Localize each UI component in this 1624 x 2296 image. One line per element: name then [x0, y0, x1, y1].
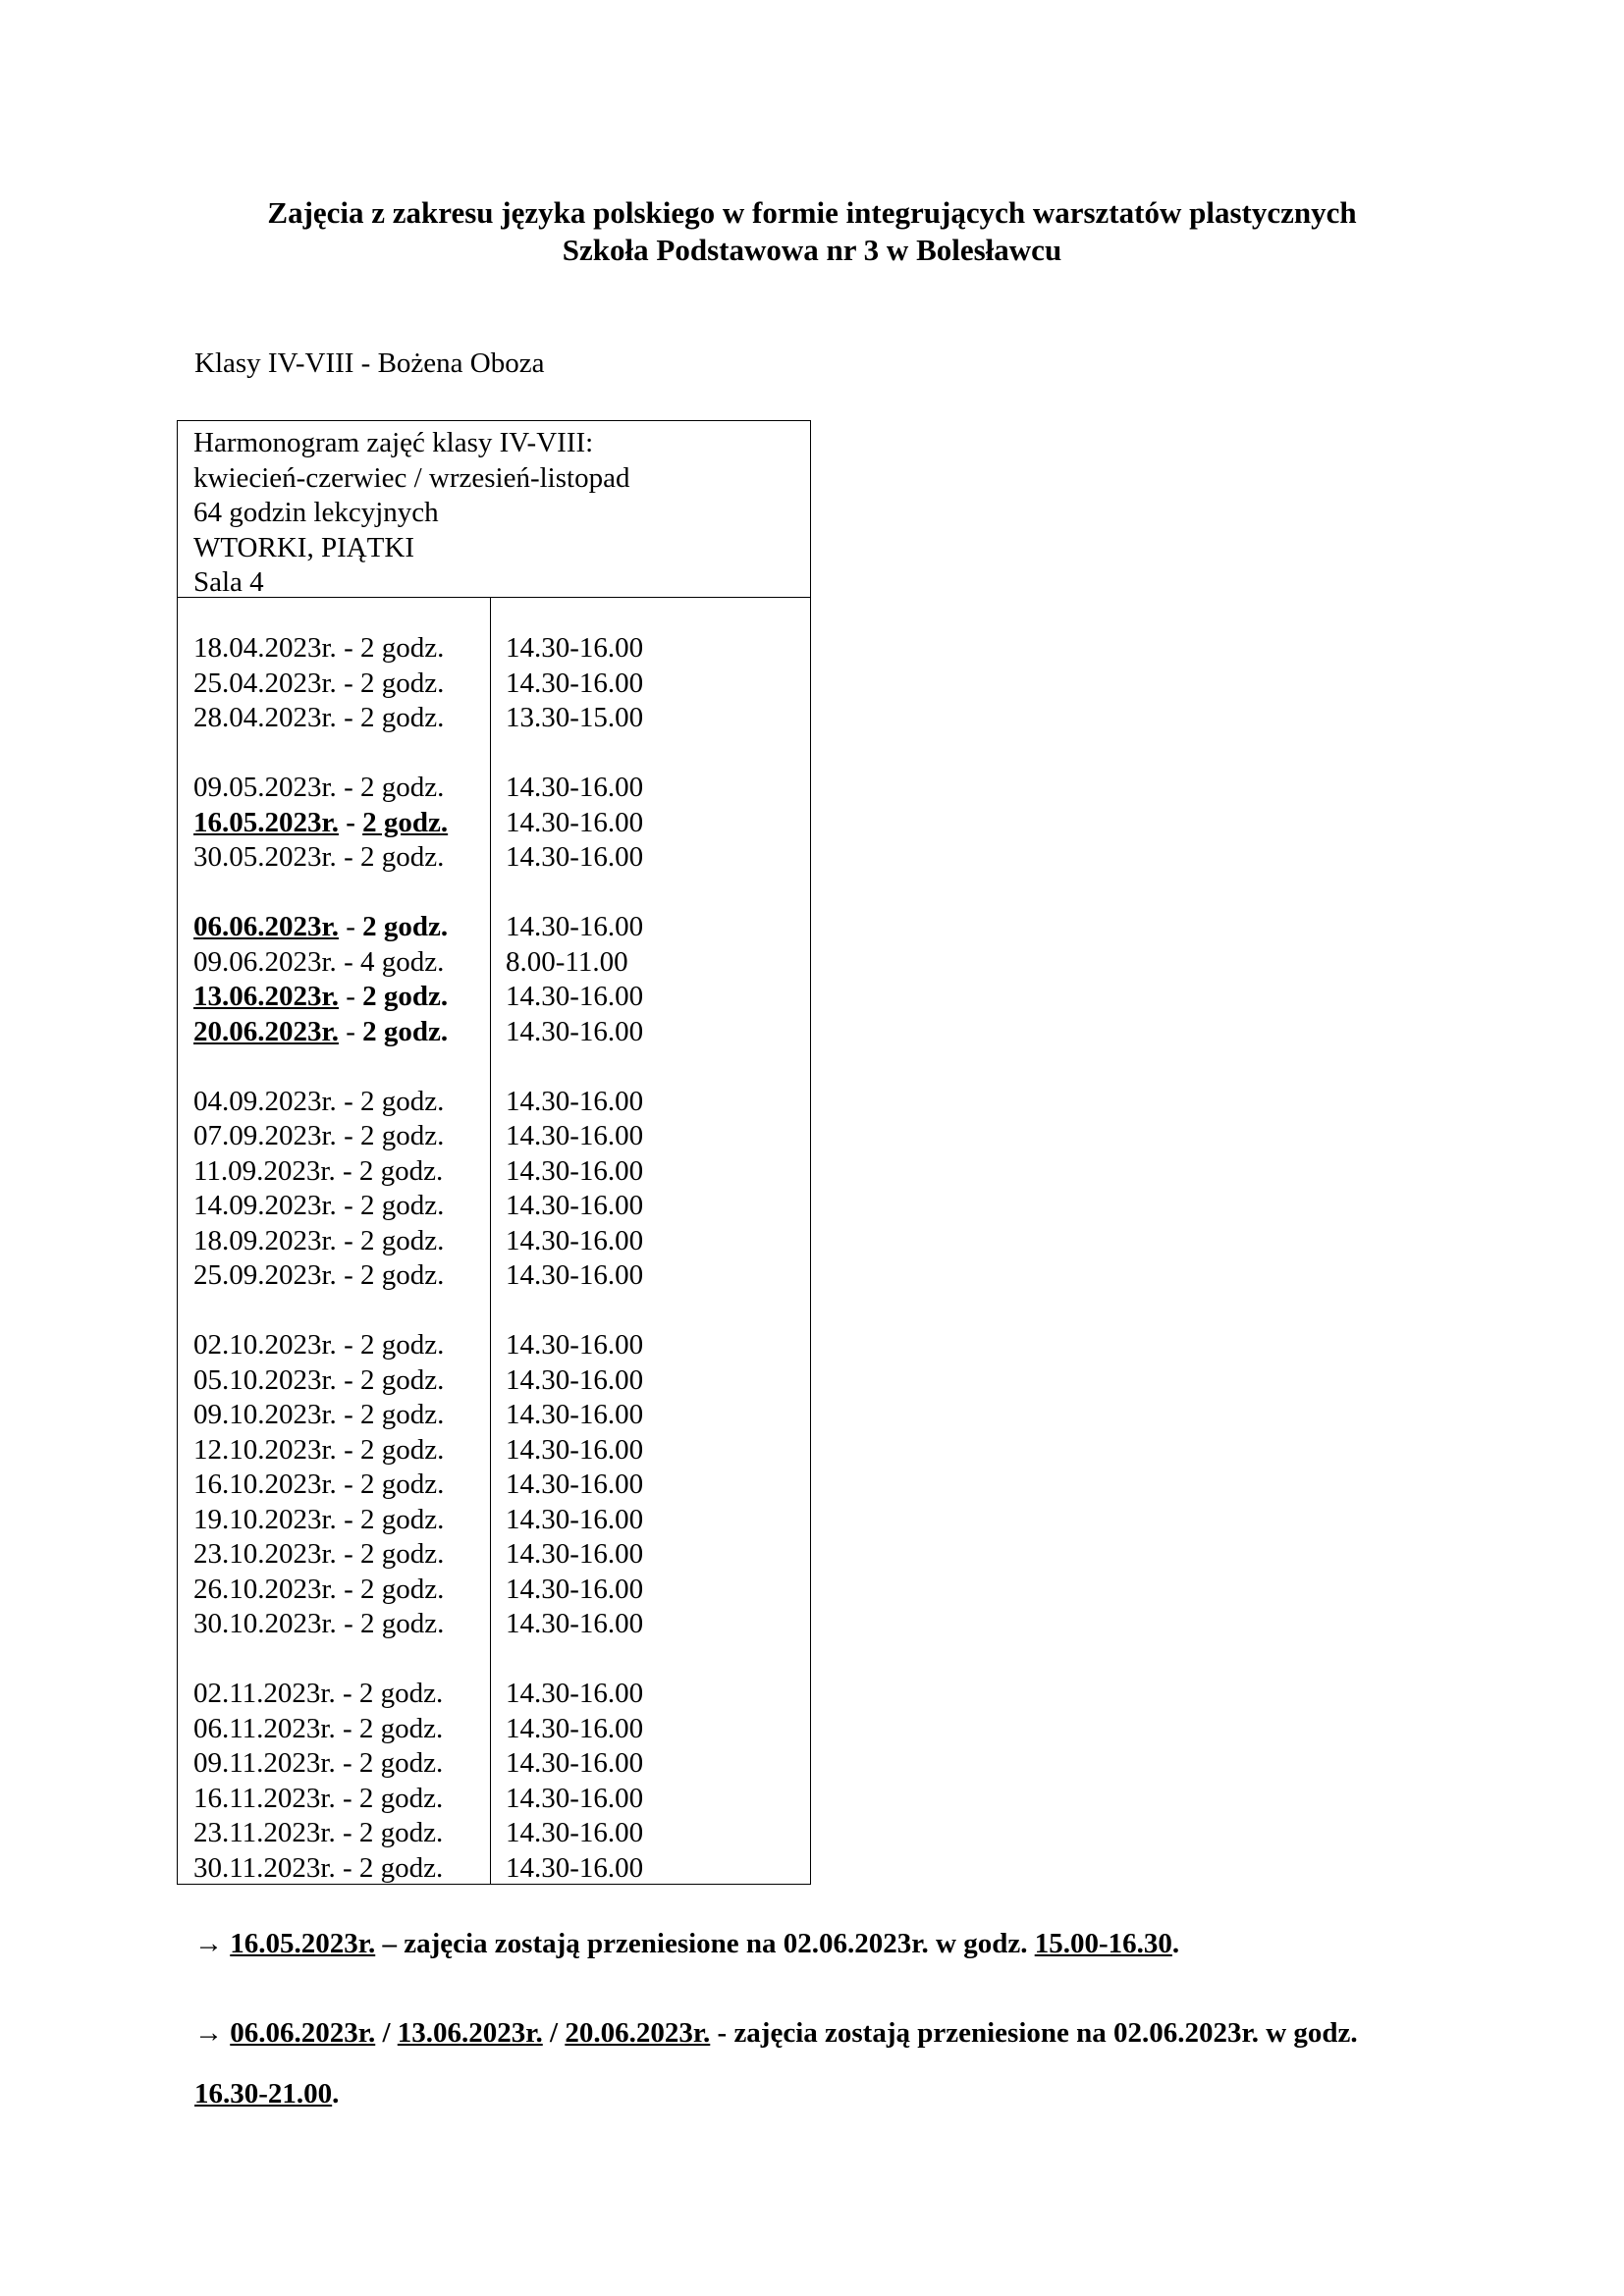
schedule-date-row	[193, 1573, 448, 1608]
session-hours: 2 godz.	[359, 702, 445, 733]
date-hours-separator: -	[336, 1120, 360, 1151]
arrow-icon: →	[194, 2017, 231, 2049]
note-rescheduled-1605	[194, 1924, 1432, 1963]
schedule-date-row	[193, 1746, 448, 1782]
note-end: .	[332, 2078, 340, 2109]
date-hours-separator: -	[335, 1678, 359, 1709]
schedule-date-row	[193, 1782, 448, 1817]
session-time: 14.30-16.00	[506, 1608, 644, 1639]
session-date: 18.04.2023r.	[193, 632, 337, 664]
date-hours-separator: -	[336, 632, 360, 664]
date-hours-separator: -	[336, 1573, 360, 1605]
date-hours-separator: -	[336, 1259, 360, 1291]
header-line: kwiecień-czerwiec / wrzesień-listopad	[193, 461, 630, 494]
arrow-icon: →	[194, 1928, 231, 1959]
session-date: 19.10.2023r.	[193, 1503, 337, 1535]
session-date: 18.09.2023r.	[193, 1224, 337, 1256]
date-hours-separator: -	[338, 911, 363, 942]
date-hours-separator: -	[336, 1224, 360, 1256]
group-spacer	[193, 1294, 448, 1329]
session-date: 11.09.2023r.	[193, 1154, 336, 1187]
schedule-date-row	[193, 631, 448, 667]
note-date: 13.06.2023r.	[397, 2017, 543, 2049]
session-time: 14.30-16.00	[506, 841, 644, 873]
session-time: 14.30-16.00	[506, 806, 644, 838]
session-time: 14.30-16.00	[506, 772, 644, 803]
schedule-date-row	[193, 1677, 448, 1712]
note-date: 20.06.2023r.	[565, 2017, 711, 2049]
date-hours-separator: -	[336, 667, 360, 699]
date-hours-separator: -	[336, 1468, 360, 1500]
session-time: 14.30-16.00	[506, 1678, 644, 1709]
group-spacer	[506, 1294, 643, 1329]
session-date: 09.05.2023r.	[193, 772, 337, 803]
schedule-date-row	[193, 1119, 448, 1154]
session-hours: 2 godz.	[359, 1085, 445, 1117]
date-hours-separator: -	[336, 1538, 360, 1570]
group-spacer	[193, 1049, 448, 1085]
schedule-date-row	[193, 1258, 448, 1294]
session-hours: 2 godz.	[359, 1399, 445, 1430]
session-hours: 2 godz.	[359, 632, 445, 664]
session-hours: 2 godz.	[359, 1608, 445, 1639]
header-line: Sala 4	[193, 566, 264, 598]
session-time: 14.30-16.00	[506, 1747, 644, 1779]
session-date: 14.09.2023r.	[193, 1190, 337, 1221]
session-time: 14.30-16.00	[506, 1224, 644, 1256]
session-date: 26.10.2023r.	[193, 1573, 337, 1605]
date-hours-separator: -	[335, 1154, 359, 1187]
session-hours: 2 godz.	[359, 1573, 445, 1605]
note-time: 15.00-16.30	[1034, 1928, 1172, 1959]
session-date: 30.11.2023r.	[193, 1851, 336, 1884]
note-time: 16.30-21.00	[194, 2078, 333, 2109]
session-date: 23.11.2023r.	[193, 1817, 336, 1848]
dates-column	[193, 631, 448, 1886]
session-date: 09.11.2023r.	[193, 1747, 336, 1779]
session-hours: 2 godz.	[359, 841, 445, 873]
session-time: 14.30-16.00	[506, 1851, 644, 1884]
group-spacer	[193, 876, 448, 911]
session-hours: 2 godz.	[362, 981, 449, 1012]
session-time: 14.30-16.00	[506, 1154, 644, 1187]
date-hours-separator: -	[336, 1363, 360, 1396]
session-hours: 2 godz.	[359, 1224, 445, 1256]
schedule-date-row	[193, 806, 448, 841]
session-time: 14.30-16.00	[506, 667, 644, 699]
schedule-date-row	[193, 1189, 448, 1224]
session-time: 14.30-16.00	[506, 632, 644, 664]
date-hours-separator: -	[335, 1747, 359, 1779]
session-hours: 2 godz.	[359, 1190, 445, 1221]
column-divider	[490, 598, 491, 1884]
session-time: 14.30-16.00	[506, 1538, 644, 1570]
schedule-date-row	[193, 945, 448, 981]
date-hours-separator: -	[338, 806, 363, 838]
header-line: Harmonogram zajęć klasy IV-VIII:	[193, 427, 594, 458]
session-time: 14.30-16.00	[506, 1817, 644, 1848]
date-hours-separator: -	[336, 841, 360, 873]
session-date: 09.10.2023r.	[193, 1399, 337, 1430]
session-time: 14.30-16.00	[506, 1433, 644, 1466]
schedule-date-row	[193, 1468, 448, 1503]
group-spacer	[193, 1642, 448, 1678]
session-time: 14.30-16.00	[506, 1573, 644, 1605]
session-hours: 2 godz.	[358, 1678, 444, 1709]
group-spacer	[193, 736, 448, 772]
session-hours: 2 godz.	[359, 772, 445, 803]
note-rescheduled-june	[194, 2002, 1432, 2124]
schedule-date-row	[193, 1712, 448, 1747]
schedule-date-row	[193, 980, 448, 1015]
date-hours-separator: -	[336, 1399, 360, 1430]
date-hours-separator: -	[335, 1782, 359, 1814]
session-date: 16.11.2023r.	[193, 1782, 336, 1814]
schedule-date-row	[193, 1398, 448, 1433]
session-date: 05.10.2023r.	[193, 1363, 337, 1396]
schedule-header	[178, 421, 810, 598]
session-date: 13.06.2023r.	[193, 981, 339, 1012]
date-hours-separator: -	[336, 1503, 360, 1535]
document-title: Zajęcia z zakresu języka polskiego w formie integrujących warsztatów plastycznych	[267, 195, 1357, 230]
session-hours: 2 godz.	[358, 1782, 444, 1814]
note-date: 06.06.2023r.	[230, 2017, 376, 2049]
schedule-date-row	[193, 667, 448, 702]
session-hours: 2 godz.	[359, 667, 445, 699]
session-date: 23.10.2023r.	[193, 1538, 337, 1570]
session-date: 20.06.2023r.	[193, 1015, 339, 1047]
session-date: 04.09.2023r.	[193, 1085, 337, 1117]
session-time: 14.30-16.00	[506, 1782, 644, 1814]
session-hours: 2 godz.	[362, 911, 449, 942]
session-hours: 2 godz.	[358, 1154, 444, 1187]
date-hours-separator: -	[338, 981, 363, 1012]
note-text: - zajęcia zostają przeniesione na 02.06.2023r. w godz.	[710, 2017, 1358, 2049]
group-spacer	[506, 1049, 643, 1085]
header-line: 64 godzin lekcyjnych	[193, 497, 439, 528]
session-time: 14.30-16.00	[506, 1329, 644, 1361]
group-spacer	[506, 736, 643, 772]
session-date: 02.10.2023r.	[193, 1329, 337, 1361]
schedule-date-row	[193, 1433, 448, 1468]
session-time: 14.30-16.00	[506, 1712, 644, 1744]
session-date: 07.09.2023r.	[193, 1120, 337, 1151]
session-date: 09.06.2023r.	[193, 945, 337, 978]
session-hours: 2 godz.	[359, 1329, 445, 1361]
school-name: Szkoła Podstawowa nr 3 w Bolesławcu	[562, 233, 1062, 267]
schedule-date-row	[193, 1363, 448, 1399]
group-spacer	[506, 876, 643, 911]
note-text: – zajęcia zostają przeniesione na 02.06.2023r. w godz.	[375, 1928, 1035, 1959]
schedule-date-row	[193, 1015, 448, 1050]
session-hours: 2 godz.	[362, 1015, 449, 1047]
schedule-date-row	[193, 1851, 448, 1887]
session-date: 25.04.2023r.	[193, 667, 337, 699]
session-hours: 2 godz.	[358, 1817, 444, 1848]
session-date: 12.10.2023r.	[193, 1433, 337, 1466]
session-time: 14.30-16.00	[506, 911, 644, 942]
date-hours-separator: -	[336, 1433, 360, 1466]
session-time: 14.30-16.00	[506, 1190, 644, 1221]
session-hours: 2 godz.	[359, 1259, 445, 1291]
schedule-date-row	[193, 1503, 448, 1538]
session-date: 16.05.2023r.	[193, 806, 339, 838]
group-spacer	[506, 1642, 643, 1678]
schedule-date-row	[193, 1224, 448, 1259]
session-date: 28.04.2023r.	[193, 702, 337, 733]
date-hours-separator: -	[336, 1190, 360, 1221]
session-date: 02.11.2023r.	[193, 1678, 336, 1709]
schedule-date-row	[193, 1085, 448, 1120]
session-date: 30.05.2023r.	[193, 841, 337, 873]
session-hours: 2 godz.	[359, 1538, 445, 1570]
session-hours: 2 godz.	[362, 806, 449, 838]
session-time: 8.00-11.00	[506, 945, 628, 978]
session-hours: 2 godz.	[359, 1503, 445, 1535]
session-date: 30.10.2023r.	[193, 1608, 337, 1639]
session-time: 14.30-16.00	[506, 1503, 644, 1535]
session-time: 14.30-16.00	[506, 1363, 644, 1396]
note-date: 16.05.2023r.	[230, 1928, 376, 1959]
schedule-date-row	[193, 771, 448, 806]
date-hours-separator: -	[336, 1329, 360, 1361]
date-hours-separator: -	[336, 772, 360, 803]
header-line: WTORKI, PIĄTKI	[193, 531, 414, 563]
session-date: 06.06.2023r.	[193, 911, 339, 942]
session-time: 14.30-16.00	[506, 1120, 644, 1151]
note-separator: /	[375, 2017, 398, 2049]
session-hours: 2 godz.	[358, 1712, 444, 1744]
session-hours: 4 godz.	[359, 945, 445, 978]
times-column	[506, 631, 643, 1886]
session-hours: 2 godz.	[359, 1120, 445, 1151]
schedule-date-row	[193, 1154, 448, 1190]
date-hours-separator: -	[335, 1712, 359, 1744]
session-hours: 2 godz.	[359, 1363, 445, 1396]
schedule-date-row	[193, 1607, 448, 1642]
schedule-date-row	[193, 701, 448, 736]
note-end: .	[1171, 1928, 1180, 1959]
session-hours: 2 godz.	[358, 1747, 444, 1779]
session-time: 14.30-16.00	[506, 1399, 644, 1430]
session-time: 14.30-16.00	[506, 1468, 644, 1500]
schedule-table	[177, 420, 811, 1885]
session-time: 14.30-16.00	[506, 1015, 644, 1047]
session-date: 25.09.2023r.	[193, 1259, 337, 1291]
date-hours-separator: -	[338, 1015, 363, 1047]
schedule-date-row	[193, 1816, 448, 1851]
date-hours-separator: -	[335, 1851, 359, 1884]
schedule-date-row	[193, 1328, 448, 1363]
schedule-date-row	[193, 910, 448, 945]
schedule-date-row	[193, 1537, 448, 1573]
classes-teacher-line: Klasy IV-VIII - Bożena Oboza	[194, 347, 545, 379]
session-hours: 2 godz.	[359, 1433, 445, 1466]
session-date: 16.10.2023r.	[193, 1468, 337, 1500]
date-hours-separator: -	[336, 702, 360, 733]
session-time: 14.30-16.00	[506, 981, 644, 1012]
date-hours-separator: -	[335, 1817, 359, 1848]
schedule-date-row	[193, 840, 448, 876]
date-hours-separator: -	[336, 1085, 360, 1117]
session-time: 13.30-15.00	[506, 702, 644, 733]
note-separator: /	[542, 2017, 566, 2049]
session-time: 14.30-16.00	[506, 1259, 644, 1291]
date-hours-separator: -	[336, 1608, 360, 1639]
session-hours: 2 godz.	[358, 1851, 444, 1884]
date-hours-separator: -	[336, 945, 360, 978]
session-hours: 2 godz.	[359, 1468, 445, 1500]
session-time: 14.30-16.00	[506, 1085, 644, 1117]
session-date: 06.11.2023r.	[193, 1712, 336, 1744]
